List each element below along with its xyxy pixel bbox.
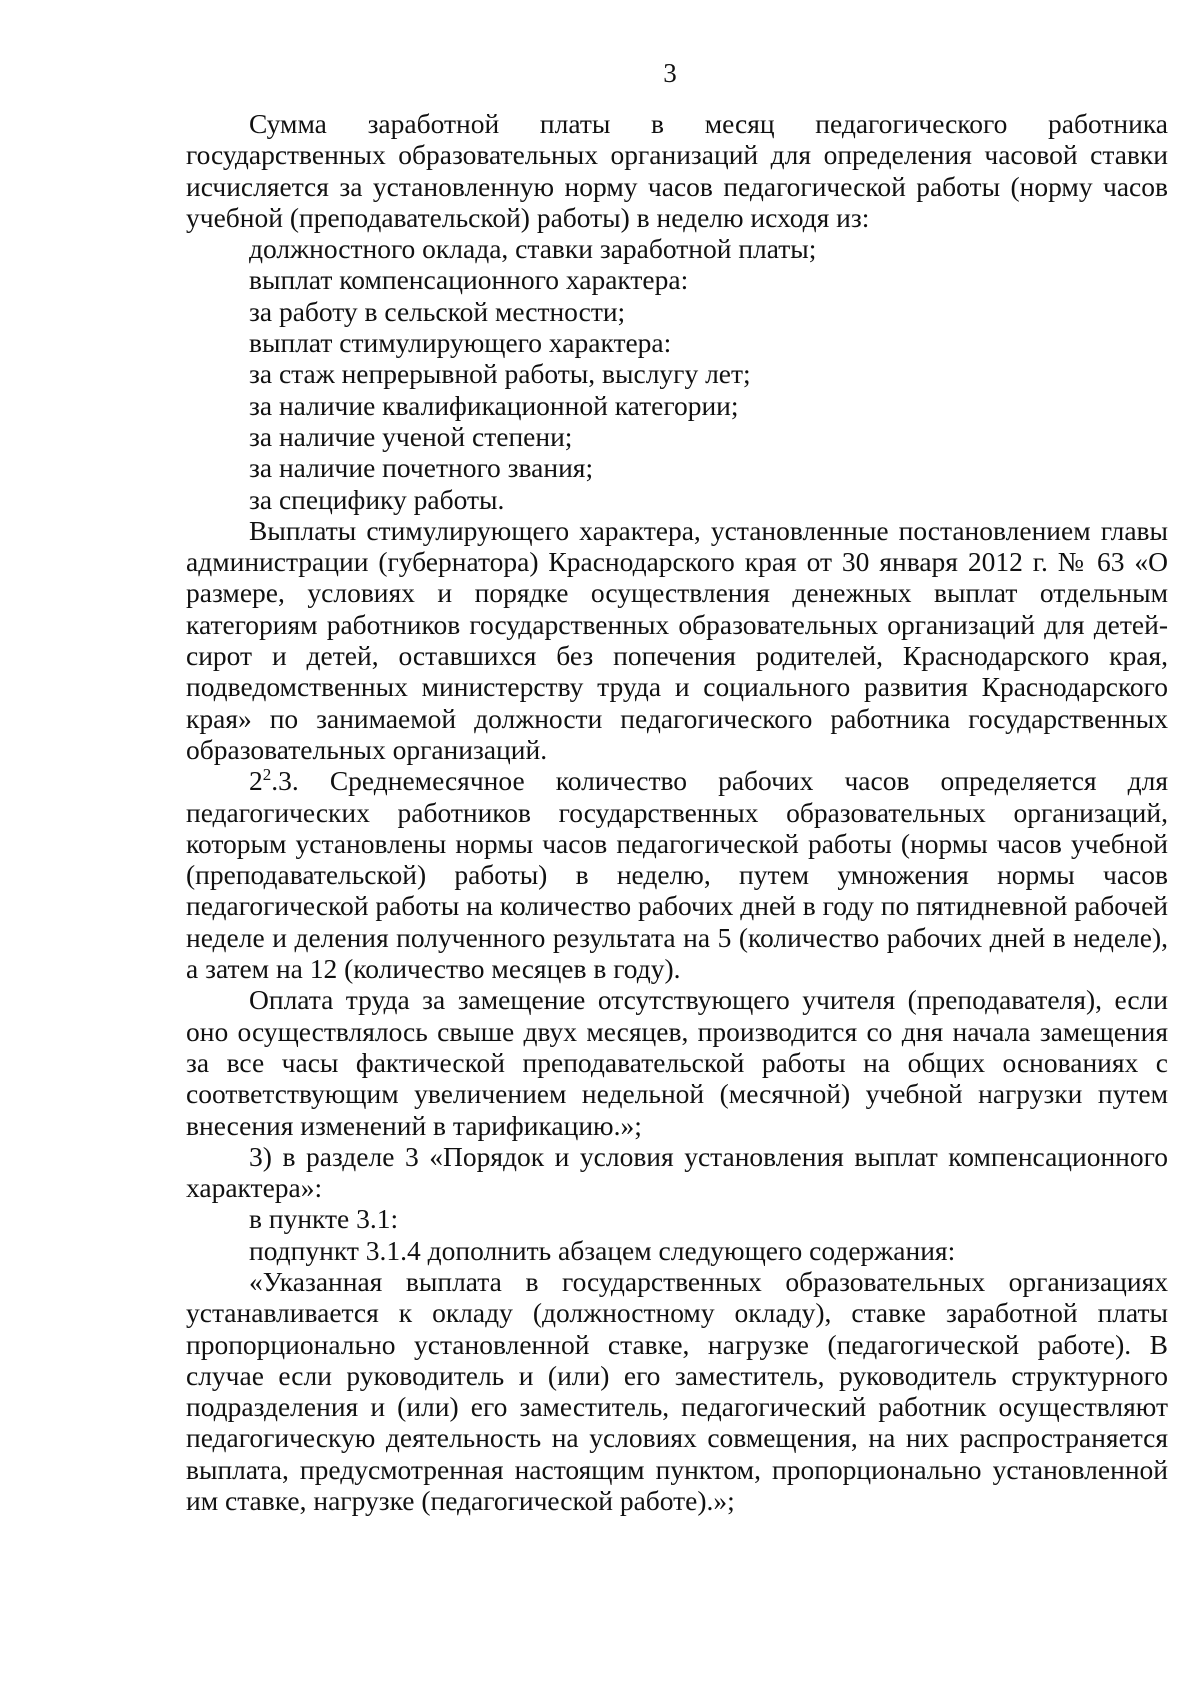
paragraph-incentive-payments: Выплаты стимулирующего характера, установленные постановлением главы администрации (губернатора) Краснодарского края от 30 января 2012 г. № 63 «О размере, условиях и порядке осуществления денежных выплат отдельным категориям работников государственных образовательных организаций для детей-сирот и детей, оставшихся без попечения родителей, Краснодарского края, подведомственных министерству труда и социального развития Краснодарского края» по занимаемой должности педагогического работника государственных образовательных организаций. [186,514,1168,765]
list-item: выплат стимулирующего характера: [249,327,672,359]
list-item: за специфику работы. [249,483,505,515]
list-item: за наличие ученой степени; [249,420,573,452]
list-item: за работу в сельской местности; [249,295,626,327]
clause-2-2-3 [186,765,1168,984]
clause-number-rest: .3. [271,765,299,797]
list-item: выплат компенсационного характера: [249,264,689,296]
clause-number-superscript: 2 [262,765,272,785]
section-3-line: подпункт 3.1.4 дополнить абзацем следующего содержания: [249,1234,956,1266]
clause-text: Среднемесячное количество рабочих часов определяется для педагогических работников государственных образовательных организаций, которым установлены нормы часов педагогической работы (нормы часов учебной (преподавательской) работы) в неделю, путем умножения нормы часов педагогической работы на количество рабочих дней в году по пятидневной рабочей неделе и деления полученного результата на 5 (количество рабочих дней в неделе), а затем на 12 (количество месяцев в году). [186,765,1168,985]
paragraph-section-3: 3) в разделе 3 «Порядок и условия установления выплат компенсационного характера»: [186,1140,1168,1204]
page-number: 3 [663,58,677,88]
list-item: за стаж непрерывной работы, выслугу лет; [249,358,751,390]
list-item: за наличие квалификационной категории; [249,389,739,421]
paragraph-hourly-rate-intro: Сумма заработной платы в месяц педагогического работника государственных образовательных организаций для определения часовой ставки исчисляется за установленную норму часов педагогической работы (норму часов учебной (преподавательской) работы) в неделю исходя из: [186,108,1168,233]
paragraph-substitution-pay: Оплата труда за замещение отсутствующего учителя (преподавателя), если оно осуществлялось свыше двух месяцев, производится со дня начала замещения за все часы фактической преподавательской работы на общих основаниях с соответствующим увеличением недельной (месячной) учебной нагрузки путем внесения изменений в тарификацию.»; [186,984,1168,1141]
list-item: за наличие почетного звания; [249,452,594,484]
clause-number-base: 2 [249,765,263,797]
document-body [186,108,1168,1516]
section-3-line: в пункте 3.1: [249,1203,399,1235]
list-item: должностного оклада, ставки заработной платы; [249,233,817,265]
paragraph-quoted-addition: «Указанная выплата в государственных образовательных организациях устанавливается к окладу (должностному окладу), ставке заработной платы пропорционально установленной ставке, нагрузке (педагогической работе). В случае если руководитель и (или) его заместитель, руководитель структурного подразделения и (или) его заместитель, педагогический работник осуществляют педагогическую деятельность на условиях совмещения, на них распространяется выплата, предусмотренная настоящим пунктом, пропорционально установленной им ставке, нагрузке (педагогической работе).»; [186,1265,1168,1517]
